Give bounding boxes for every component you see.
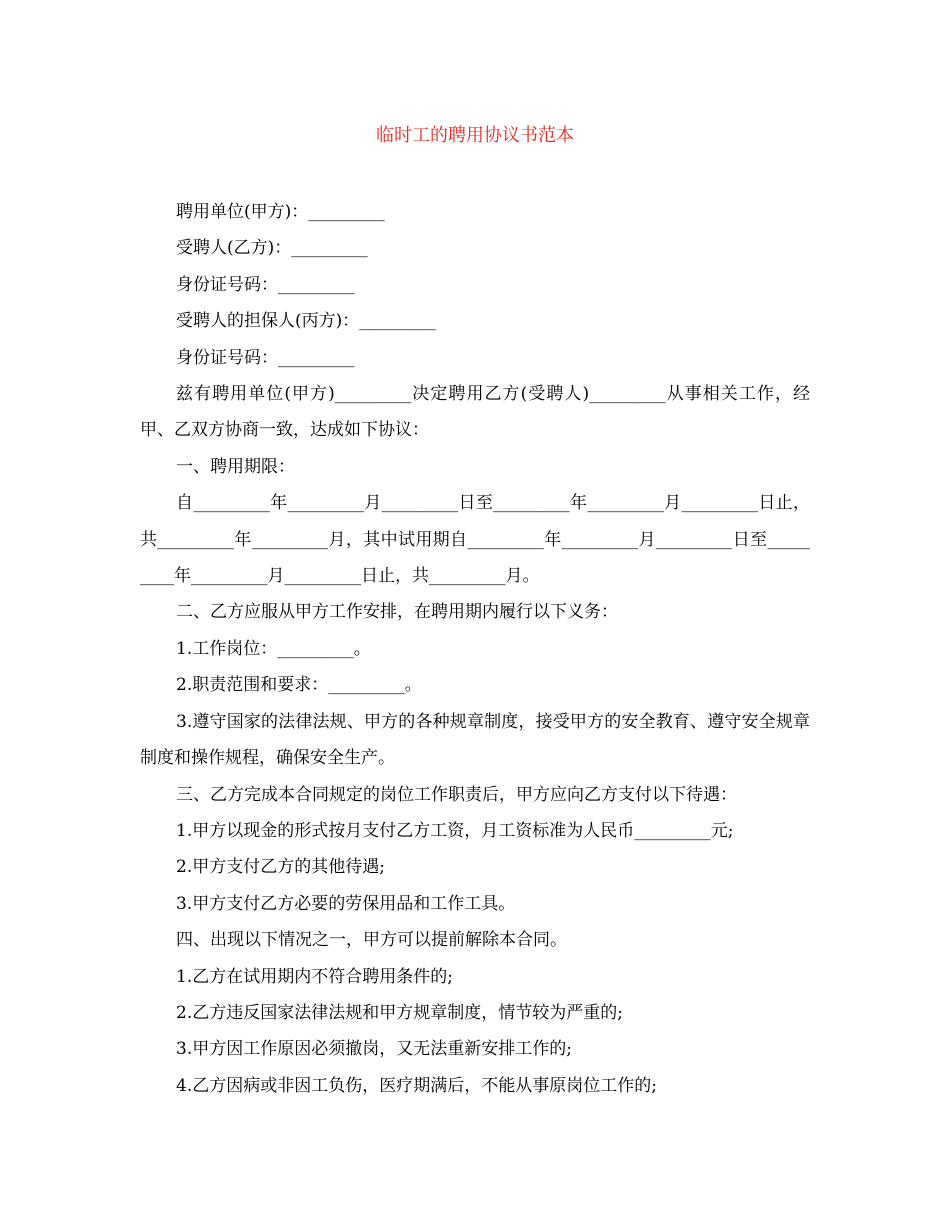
- paragraph: 受聘人的担保人(丙方)：_________: [176, 311, 436, 332]
- paragraph: 四、出现以下情况之一，甲方可以提前解除本合同。: [176, 930, 567, 951]
- paragraph: 自_________年_________月_________日至_________年_________月_________日止，共_________年_________月，其中试用期自_________年_________月_________日至_________年_________月_________日止，共_________月。: [140, 493, 810, 587]
- document-title: 临时工的聘用协议书范本: [376, 125, 574, 146]
- paragraph: 1.乙方在试用期内不符合聘用条件的;: [176, 966, 453, 987]
- paragraph: 3.遵守国家的法律法规、甲方的各种规章制度，接受甲方的安全教育、遵守安全规章制度和操作规程，确保安全生产。: [140, 711, 810, 769]
- paragraph: 三、乙方完成本合同规定的岗位工作职责后，甲方应向乙方支付以下待遇：: [176, 784, 737, 805]
- paragraph: 身份证号码：_________: [176, 274, 355, 295]
- document-body: [140, 194, 810, 1104]
- paragraph: 二、乙方应服从甲方工作安排，在聘用期内履行以下义务：: [176, 602, 618, 623]
- paragraph: 3.甲方因工作原因必须撤岗，又无法重新安排工作的;: [176, 1039, 572, 1060]
- paragraph: 1.工作岗位：_________。: [176, 638, 371, 659]
- paragraph: 2.乙方违反国家法律法规和甲方规章制度，情节较为严重的;: [176, 1002, 623, 1023]
- paragraph: 聘用单位(甲方)：_________: [176, 202, 385, 222]
- paragraph: 2.甲方支付乙方的其他待遇;: [176, 857, 385, 878]
- paragraph: 3.甲方支付乙方必要的劳保用品和工作工具。: [176, 893, 516, 914]
- paragraph: 2.职责范围和要求：_________。: [176, 675, 422, 696]
- paragraph: 兹有聘用单位(甲方)_________决定聘用乙方(受聘人)_________从事相关工作，经甲、乙双方协商一致，达成如下协议：: [140, 384, 810, 441]
- paragraph: 身份证号码：_________: [176, 347, 355, 368]
- paragraph: 1.甲方以现金的形式按月支付乙方工资，月工资标准为人民币_________元;: [176, 820, 734, 841]
- paragraph: 受聘人(乙方)：_________: [176, 238, 368, 259]
- paragraph: 4.乙方因病或非因工负伤，医疗期满后，不能从事原岗位工作的;: [176, 1075, 657, 1096]
- paragraph: 一、聘用期限：: [176, 456, 295, 477]
